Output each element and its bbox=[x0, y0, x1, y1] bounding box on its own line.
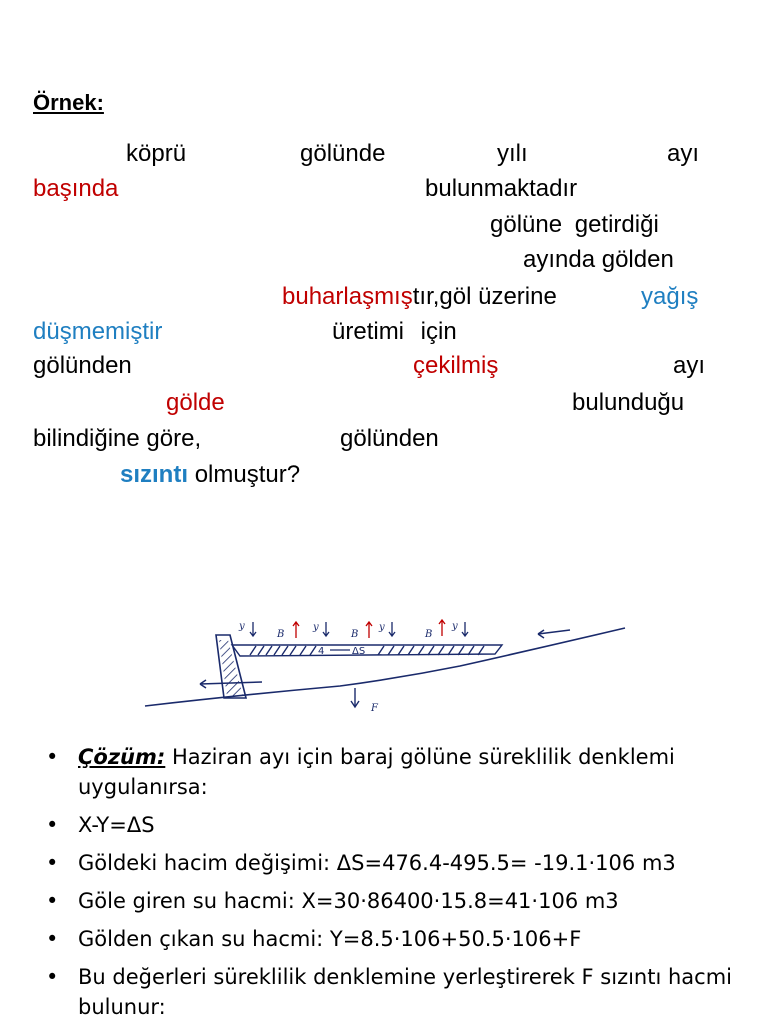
solution-label: Çözüm: bbox=[78, 745, 166, 769]
up-arrow-1 bbox=[293, 622, 299, 638]
solution-text: Göldeki hacim değişimi: ΔS=476.4-495.5= -19.1·106 m3 bbox=[78, 851, 676, 875]
phrase-uretimi-icin: üretimi için bbox=[332, 318, 457, 345]
label-b-1: B bbox=[277, 629, 285, 640]
word-yili: yılı bbox=[497, 140, 528, 167]
word-yagis: yağış bbox=[641, 283, 699, 310]
word-kopru: köprü bbox=[126, 140, 187, 167]
up-arrow-3 bbox=[439, 620, 445, 636]
word-bulunmaktadir: bulunmaktadır bbox=[425, 175, 578, 202]
phrase-sizinti-olmustur bbox=[120, 460, 300, 490]
word-dusmemistir: düşmemiştir bbox=[33, 318, 163, 345]
inflow-arrow bbox=[538, 630, 570, 638]
bullet: • bbox=[46, 889, 59, 913]
word-tir-gol-uzerine: tır,göl üzerine bbox=[412, 283, 557, 310]
word-cekilmis: çekilmiş bbox=[413, 352, 499, 379]
phrase-buharlasmistir bbox=[282, 282, 557, 312]
word-olmustur: olmuştur? bbox=[194, 461, 301, 488]
solution-text: Haziran ayı için baraj gölüne süreklilik denklemi uygulanırsa: bbox=[78, 745, 675, 799]
word-golunde: gölünde bbox=[300, 140, 386, 167]
solution-item bbox=[46, 810, 736, 840]
label-y-1: y bbox=[239, 621, 245, 632]
solution-item bbox=[46, 924, 736, 954]
word-buharlasmis: buharlaşmış bbox=[282, 283, 413, 310]
down-arrow-2 bbox=[323, 622, 329, 636]
label-y-2: y bbox=[313, 622, 319, 633]
bullet: • bbox=[46, 851, 59, 875]
seepage-arrow bbox=[351, 688, 359, 707]
word-basinda: başında bbox=[33, 175, 119, 202]
word-ayi-2: ayı bbox=[673, 352, 706, 379]
solution-item bbox=[46, 848, 736, 878]
label-delta-s: ΔS bbox=[352, 646, 366, 657]
up-arrow-2 bbox=[366, 622, 372, 638]
word-golunden-2: gölünden bbox=[340, 425, 439, 452]
word-sizinti: sızıntı bbox=[120, 461, 189, 488]
water-hatching bbox=[250, 646, 484, 655]
solution-text: Gölden çıkan su hacmi: Y=8.5·106+50.5·106+F bbox=[78, 927, 582, 951]
phrase-golune-getirdigi: gölüne getirdiği bbox=[490, 211, 659, 238]
label-y-3: y bbox=[379, 622, 385, 633]
solution-item bbox=[46, 962, 736, 1022]
down-arrow-4 bbox=[462, 622, 468, 636]
down-arrow-3 bbox=[389, 622, 395, 636]
word-bulundugu: bulunduğu bbox=[572, 389, 685, 416]
solution-list bbox=[46, 742, 736, 1030]
label-four: 4 bbox=[318, 646, 325, 657]
phrase-bilindigine-gore: bilindiğine göre, bbox=[33, 425, 202, 452]
phrase-ayinda-golden: ayında gölden bbox=[523, 246, 674, 273]
solution-text: Göle giren su hacmi: X=30·86400·15.8=41·106 m3 bbox=[78, 889, 619, 913]
example-title: Örnek: bbox=[33, 90, 104, 115]
bullet: • bbox=[46, 813, 59, 837]
word-golunden: gölünden bbox=[33, 352, 132, 379]
solution-text: Bu değerleri süreklilik denklemine yerleştirerek F sızıntı hacmi bulunur: bbox=[78, 965, 732, 1019]
label-f: F bbox=[371, 703, 378, 714]
bullet: • bbox=[46, 927, 59, 951]
solution-text: X-Y=ΔS bbox=[78, 813, 155, 837]
solution-item bbox=[46, 742, 736, 802]
reservoir-sketch bbox=[140, 610, 640, 720]
label-y-4: y bbox=[452, 621, 458, 632]
word-ayi: ayı bbox=[667, 140, 700, 167]
down-arrow-1 bbox=[250, 622, 256, 636]
bullet: • bbox=[46, 965, 59, 989]
solution-item bbox=[46, 886, 736, 916]
label-b-3: B bbox=[425, 629, 433, 640]
word-golde: gölde bbox=[166, 389, 225, 416]
label-b-2: B bbox=[351, 629, 359, 640]
bullet: • bbox=[46, 745, 59, 769]
